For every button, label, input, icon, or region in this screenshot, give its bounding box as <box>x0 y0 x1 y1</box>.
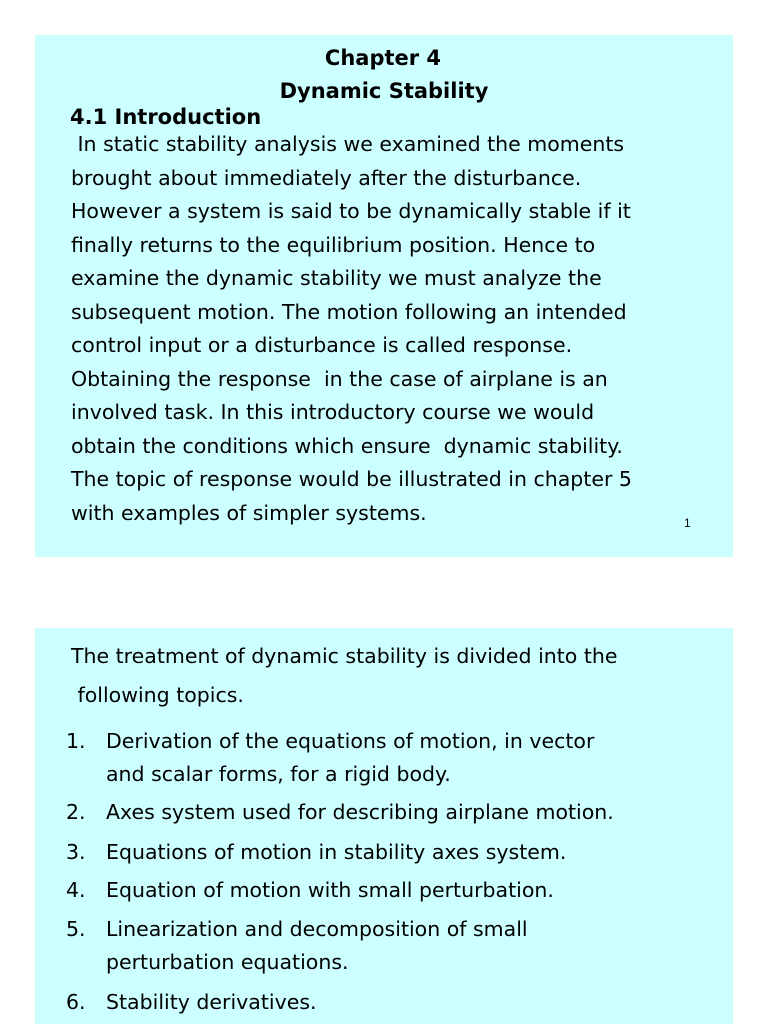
paragraph-line: with examples of simpler systems. <box>71 501 427 525</box>
topic-text <box>106 725 706 791</box>
topic-line: Equations of motion in stability axes system. <box>106 840 567 864</box>
paragraph-line: subsequent motion. The motion following an intended <box>71 300 627 324</box>
paragraph-line: finally returns to the equilibrium position. Hence to <box>71 233 596 257</box>
topic-text <box>106 874 706 907</box>
section-heading: 4.1 Introduction <box>70 105 262 129</box>
paragraph-line: However a system is said to be dynamically stable if it <box>71 199 631 223</box>
page-number: 1 <box>684 516 691 530</box>
intro-line: The treatment of dynamic stability is divided into the <box>71 644 618 668</box>
chapter-subtitle: Dynamic Stability <box>279 79 489 103</box>
topic-text <box>106 796 706 829</box>
topic-number: 6. <box>66 990 86 1014</box>
paragraph-line: In static stability analysis we examined the moments <box>71 132 625 156</box>
topic-line: Axes system used for describing airplane motion. <box>106 800 614 824</box>
topic-line: Derivation of the equations of motion, in vector <box>106 729 595 753</box>
topic-line: Equation of motion with small perturbation. <box>106 878 554 902</box>
paragraph-line: control input or a disturbance is called response. <box>71 333 573 357</box>
intro-line: following topics. <box>71 683 244 707</box>
paragraph-line: obtain the conditions which ensure dynamic stability. <box>71 434 623 458</box>
topic-number: 4. <box>66 878 86 902</box>
chapter-title: Chapter 4 <box>324 46 442 70</box>
topic-text <box>106 986 706 1019</box>
topic-text <box>106 913 706 979</box>
paragraph-line: brought about immediately after the disturbance. <box>71 166 582 190</box>
topic-line: and scalar forms, for a rigid body. <box>106 762 451 786</box>
paragraph-line: examine the dynamic stability we must analyze the <box>71 266 602 290</box>
topic-text <box>106 836 706 869</box>
slide-1 <box>35 35 733 557</box>
paragraph-line: Obtaining the response in the case of airplane is an <box>71 367 608 391</box>
topic-line: Stability derivatives. <box>106 990 317 1014</box>
slide-2 <box>35 628 733 1024</box>
topic-number: 5. <box>66 917 86 941</box>
topic-line: Linearization and decomposition of small <box>106 917 528 941</box>
topic-line: perturbation equations. <box>106 950 349 974</box>
paragraph-line: involved task. In this introductory course we would <box>71 400 595 424</box>
paragraph-line: The topic of response would be illustrated in chapter 5 <box>71 467 632 491</box>
topic-number: 2. <box>66 800 86 824</box>
topic-number: 1. <box>66 729 86 753</box>
topic-number: 3. <box>66 840 86 864</box>
